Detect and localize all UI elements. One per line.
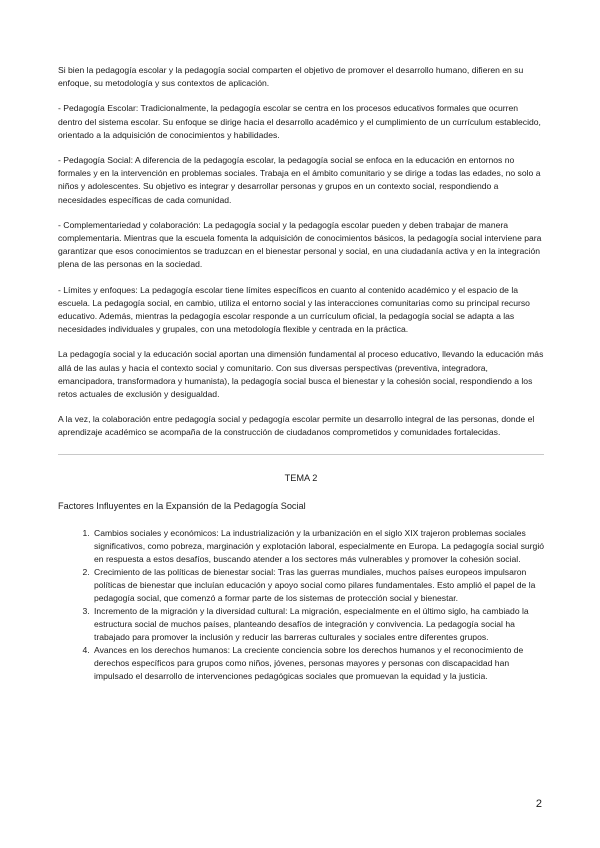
list-item: 1. Cambios sociales y económicos: La industrialización y la urbanización en el siglo XIX trajeron problemas sociales significativos, como pobreza, marginación y explotación laboral, especialmente en Europa. La pedagogía social surgió en respuesta a estos desafíos, buscando atender a los sectores más vulnerables y promover la cohesión social. — [92, 527, 544, 566]
list-item: 2. Crecimiento de las políticas de bienestar social: Tras las guerras mundiales, muchos países europeos impulsaron políticas de bienestar que incluían educación y apoyo social como pilares fundamentales. Esto amplió el papel de la pedagogía social, que comenzó a formar parte de los sistemas de protección social y bienestar. — [92, 566, 544, 605]
list-item: 4. Avances en los derechos humanos: La creciente conciencia sobre los derechos humanos y el reconocimiento de derechos específicos para grupos como niños, jóvenes, personas mayores y personas con discapacidad han impulsado el desarrollo de intervenciones pedagógicas sociales que promuevan la equidad y la justicia. — [92, 644, 544, 683]
section-title: TEMA 2 — [284, 472, 318, 483]
paragraph-pedagogia-social: - Pedagogía Social: A diferencia de la pedagogía escolar, la pedagogía social se enfoca en la educación en entornos no formales y en la intervención en problemas sociales. Trabaja en el ámbito comunitario y se dirige a todas las edades, no solo a niños y adolescentes. Su objetivo es integrar y desarrollar personas y grupos en un contexto social, respondiendo a necesidades específicas de cada comunidad. — [58, 155, 541, 205]
section-subtitle: Factores Influyentes en la Expansión de la Pedagogía Social — [58, 500, 306, 511]
section-divider — [58, 454, 544, 455]
paragraph-pedagogia-escolar: - Pedagogía Escolar: Tradicionalmente, la pedagogía escolar se centra en los procesos educativos formales que ocurren dentro del sistema escolar. Su enfoque se dirige hacia el desarrollo académico y el cumplimiento de un currículum establecido, orientado a la adquisición de conocimientos y habilidades. — [58, 103, 541, 140]
paragraph-complementariedad: - Complementariedad y colaboración: La pedagogía social y la pedagogía escolar pueden y deben trabajar de manera complementaria. Mientras que la escuela fomenta la adquisición de conocimientos básicos, la pedagogía social interviene para garantizar que esos conocimientos se traduzcan en el bienestar personal y social, en una ciudadanía activa y en la integración plena de las personas en la sociedad. — [58, 219, 542, 270]
page-number: 2 — [535, 798, 542, 810]
paragraph-limites: - Límites y enfoques: La pedagogía escolar tiene límites específicos en cuanto al contenido académico y el espacio de la escuela. La pedagogía social, en cambio, utiliza el entorno social y las interacciones comunitarias como su principal recurso educativo. Además, mientras la pedagogía escolar responde a un currículum oficial, la pedagogía social se adapta a las necesidades individuales y grupales, con una metodología flexible y centrada en la práctica. — [58, 284, 530, 335]
list-item: 3. Incremento de la migración y la diversidad cultural: La migración, especialmente en el último siglo, ha cambiado la estructura social de muchos países, planteando desafíos de integración y convivencia. La pedagogía social ha trabajado para promover la inclusión y reducir las barreras culturales y sociales entre diferentes grupos. — [92, 605, 544, 644]
document-page — [58, 64, 544, 683]
factors-list — [58, 527, 544, 683]
paragraph-colaboracion: A la vez, la colaboración entre pedagogía social y pedagogía escolar permite un desarrollo integral de las personas, donde el aprendizaje académico se acompaña de la construcción de ciudadanos comprometidos y comunidades fortalecidas. — [58, 414, 535, 438]
intro-paragraph: Si bien la pedagogía escolar y la pedagogía social comparten el objetivo de promover el desarrollo humano, difieren en su enfoque, su metodología y sus contextos de aplicación. — [58, 65, 524, 89]
paragraph-educacion-social: La pedagogía social y la educación social aportan una dimensión fundamental al proceso educativo, llevando la educación más allá de las aulas y hacia el contexto social y comunitario. Con sus diversas perspectivas (preventiva, integradora, emancipadora, transformadora y humanista), la pedagogía social busca el bienestar y la cohesión social, respondiendo a los retos actuales de exclusión y desigualdad. — [58, 349, 544, 400]
